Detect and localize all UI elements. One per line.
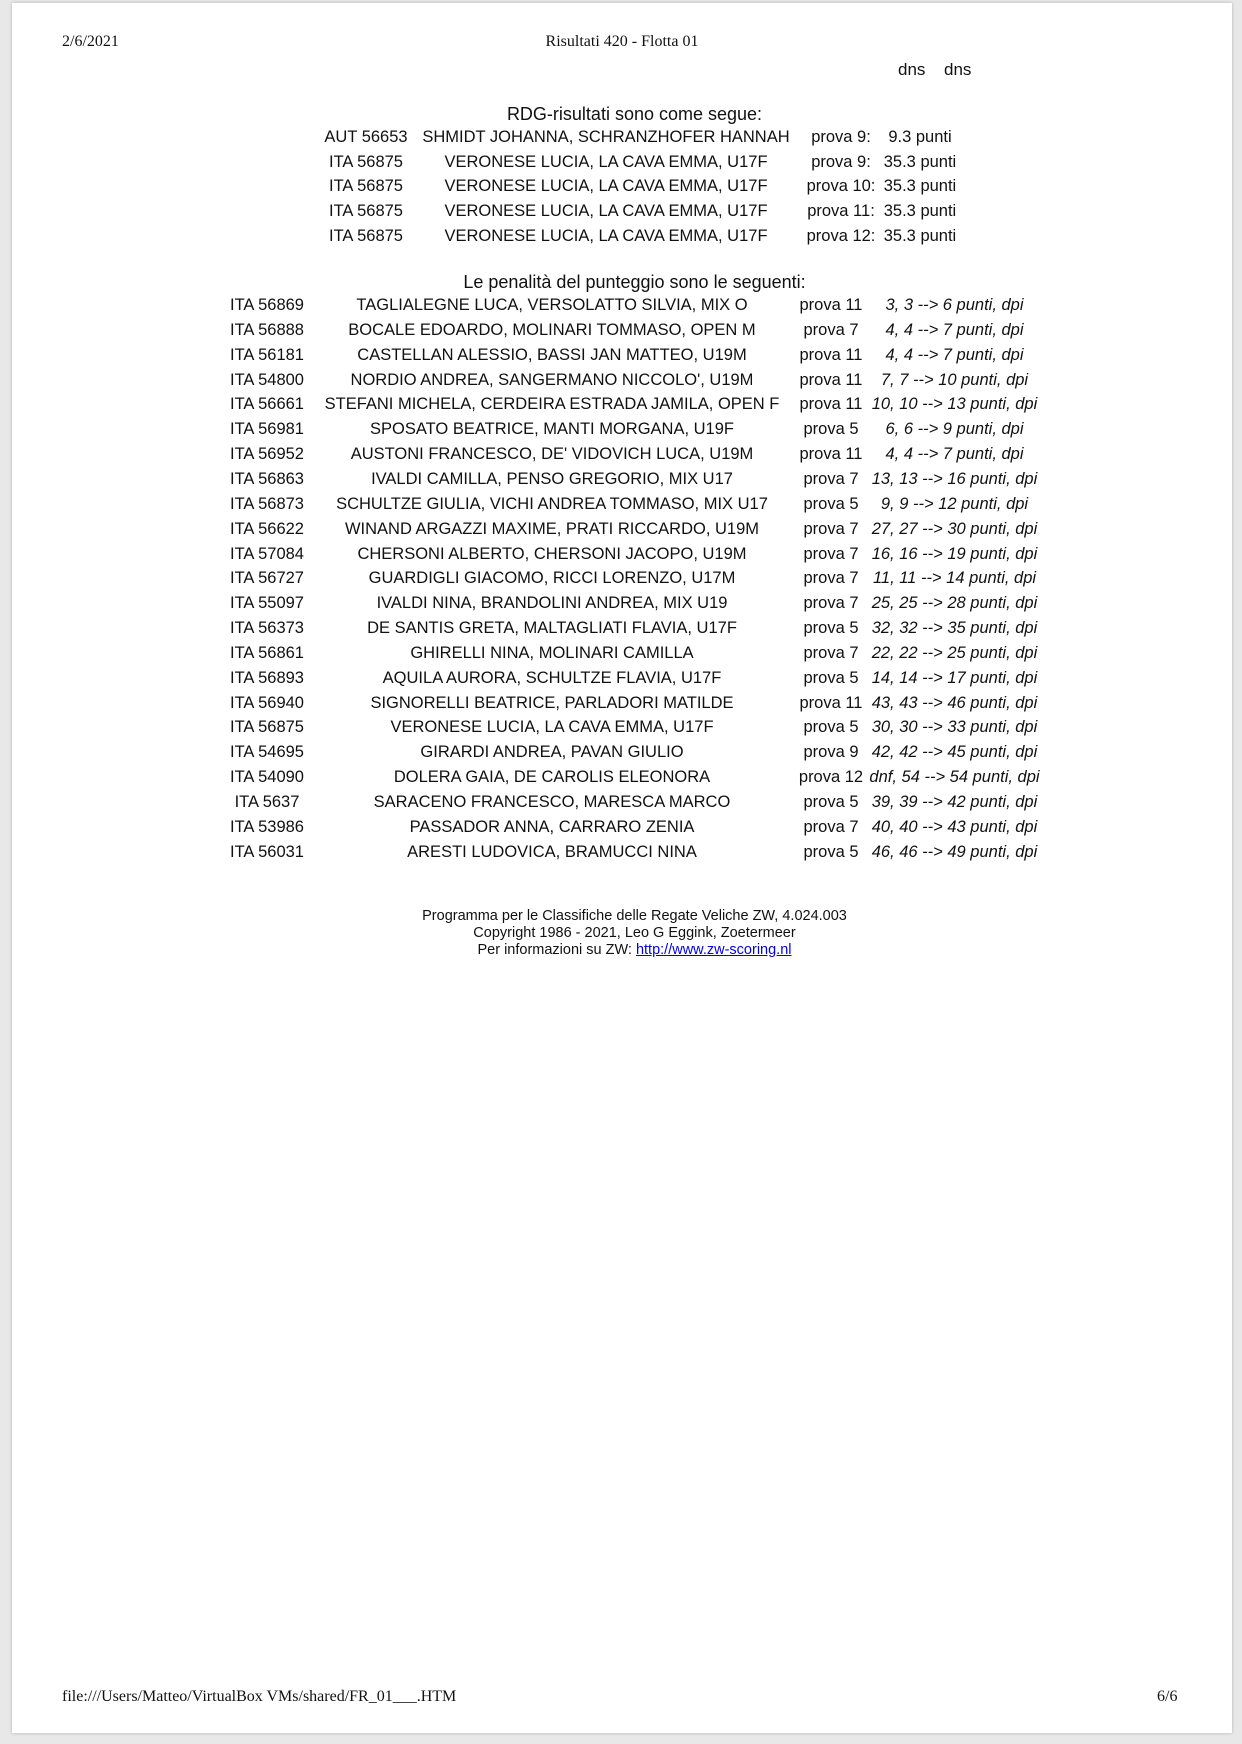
file-path: file:///Users/Matteo/VirtualBox VMs/shared/FR_01___.HTM	[62, 1688, 457, 1705]
table-row	[12, 843, 1232, 867]
dns-label: dns	[944, 60, 972, 79]
table-row	[12, 470, 1232, 494]
crew-names: TAGLIALEGNE LUCA, VERSOLATTO SILVIA, MIX O	[356, 296, 748, 314]
race-label: prova 9:	[811, 152, 871, 171]
race-label: prova 5	[803, 420, 859, 439]
penalty-detail: 9, 9 --> 12 punti, dpi	[880, 494, 1029, 513]
race-label: prova 7	[803, 643, 859, 662]
sail-number: ITA 56875	[229, 718, 304, 737]
sail-number: ITA 56875	[328, 226, 403, 245]
penalty-detail: 32, 32 --> 35 punti, dpi	[871, 619, 1038, 638]
crew-names: SIGNORELLI BEATRICE, PARLADORI MATILDE	[370, 693, 734, 712]
crew-names: BOCALE EDOARDO, MOLINARI TOMMASO, OPEN M	[348, 320, 756, 339]
race-label: prova 7	[803, 817, 859, 836]
penalty-detail: dnf, 54 --> 54 punti, dpi	[869, 768, 1040, 787]
penalty-detail: 25, 25 --> 28 punti, dpi	[871, 594, 1038, 613]
table-row	[12, 420, 1232, 444]
printed-page	[12, 3, 1232, 1733]
page-number: 6/6	[1157, 1688, 1178, 1705]
crew-names: PASSADOR ANNA, CARRARO ZENIA	[409, 817, 695, 836]
crew-names: VERONESE LUCIA, LA CAVA EMMA, U17F	[444, 177, 768, 196]
sail-number: AUT 56653	[324, 128, 408, 146]
points-value: 9.3 punti	[888, 128, 952, 146]
points-value: 35.3 punti	[883, 177, 957, 196]
crew-names: CHERSONI ALBERTO, CHERSONI JACOPO, U19M	[357, 544, 747, 563]
penalty-detail: 11, 11 --> 14 punti, dpi	[872, 569, 1037, 588]
race-label: prova 7	[803, 569, 859, 588]
race-label: prova 11:	[807, 202, 875, 221]
race-label: prova 5	[803, 842, 859, 861]
points-value: 35.3 punti	[883, 226, 957, 245]
crew-names: NORDIO ANDREA, SANGERMANO NICCOLO', U19M	[350, 370, 754, 389]
penalty-detail: 40, 40 --> 43 punti, dpi	[871, 817, 1038, 836]
race-label: prova 7	[803, 519, 859, 538]
footer-info	[12, 942, 1242, 959]
sail-number: ITA 56940	[229, 693, 304, 712]
table-row	[12, 793, 1232, 817]
race-label: prova 5	[803, 494, 859, 513]
table-row	[12, 768, 1232, 792]
sail-number: ITA 56661	[229, 395, 304, 414]
table-row	[12, 545, 1232, 569]
table-row	[12, 594, 1232, 618]
crew-names: VERONESE LUCIA, LA CAVA EMMA, U17F	[444, 202, 768, 221]
crew-names: SCHULTZE GIULIA, VICHI ANDREA TOMMASO, MIX U17	[336, 494, 768, 513]
crew-names: CASTELLAN ALESSIO, BASSI JAN MATTEO, U19M	[357, 345, 747, 364]
sail-number: ITA 56875	[328, 202, 403, 221]
race-label: prova 11	[799, 370, 863, 389]
crew-names: VERONESE LUCIA, LA CAVA EMMA, U17F	[390, 718, 714, 737]
sail-number: ITA 56727	[229, 569, 304, 588]
race-label: prova 11	[799, 693, 863, 712]
table-row	[12, 321, 1232, 345]
table-row	[12, 818, 1232, 842]
footer-program: Programma per le Classifiche delle Regate Veliche ZW, 4.024.003	[422, 908, 847, 924]
crew-names: IVALDI CAMILLA, PENSO GREGORIO, MIX U17	[371, 469, 733, 488]
sail-number: ITA 53986	[229, 817, 304, 836]
table-row	[12, 495, 1232, 519]
table-row	[12, 569, 1232, 593]
crew-names: GUARDIGLI GIACOMO, RICCI LORENZO, U17M	[368, 569, 736, 588]
sail-number: ITA 56873	[229, 494, 304, 513]
penalty-detail: 4, 4 --> 7 punti, dpi	[885, 445, 1024, 464]
crew-names: DE SANTIS GRETA, MALTAGLIATI FLAVIA, U17F	[367, 619, 737, 638]
penalty-detail: 22, 22 --> 25 punti, dpi	[871, 643, 1038, 662]
race-label: prova 5	[803, 718, 859, 737]
penalty-detail: 4, 4 --> 7 punti, dpi	[885, 320, 1024, 339]
crew-names: SPOSATO BEATRICE, MANTI MORGANA, U19F	[370, 420, 734, 439]
sail-number: ITA 56875	[328, 177, 403, 196]
rdg-section-title: RDG-risultati sono come segue:	[506, 104, 763, 124]
penalty-detail: 13, 13 --> 16 punti, dpi	[871, 469, 1038, 488]
crew-names: VERONESE LUCIA, LA CAVA EMMA, U17F	[444, 226, 768, 245]
crew-names: GHIRELLI NINA, MOLINARI CAMILLA	[410, 643, 694, 662]
penalties-section-title: Le penalità del punteggio sono le seguenti:	[463, 272, 806, 292]
crew-names: DOLERA GAIA, DE CAROLIS ELEONORA	[393, 768, 711, 787]
penalty-detail: 46, 46 --> 49 punti, dpi	[871, 842, 1038, 861]
sail-number: ITA 5637	[234, 793, 300, 811]
sail-number: ITA 56893	[229, 668, 304, 687]
penalty-detail: 14, 14 --> 17 punti, dpi	[871, 668, 1038, 687]
race-label: prova 12:	[806, 226, 876, 245]
sail-number: ITA 56622	[229, 519, 304, 538]
race-label: prova 10:	[806, 177, 876, 196]
table-row	[12, 694, 1232, 718]
race-label: prova 7	[803, 469, 859, 488]
table-row	[12, 128, 1232, 152]
penalty-detail: 6, 6 --> 9 punti, dpi	[885, 420, 1024, 439]
penalty-detail: 7, 7 --> 10 punti, dpi	[880, 370, 1029, 389]
crew-names: ARESTI LUDOVICA, BRAMUCCI NINA	[407, 842, 697, 861]
race-label: prova 9	[803, 743, 859, 762]
crew-names: STEFANI MICHELA, CERDEIRA ESTRADA JAMILA, OPEN F	[324, 395, 780, 414]
sail-number: ITA 56869	[229, 296, 304, 314]
table-row	[12, 520, 1232, 544]
penalty-detail: 10, 10 --> 13 punti, dpi	[871, 395, 1038, 414]
sail-number: ITA 54695	[229, 743, 304, 762]
points-value: 35.3 punti	[883, 202, 957, 221]
penalty-detail: 16, 16 --> 19 punti, dpi	[871, 544, 1038, 563]
table-row	[12, 346, 1232, 370]
sail-number: ITA 54800	[229, 370, 304, 389]
race-label: prova 9:	[811, 128, 871, 146]
race-label: prova 7	[803, 320, 859, 339]
sail-number: ITA 56981	[229, 420, 304, 439]
table-row	[12, 619, 1232, 643]
sail-number: ITA 56888	[229, 320, 304, 339]
points-value: 35.3 punti	[883, 152, 957, 171]
footer-info-label: Per informazioni su ZW:	[477, 942, 636, 958]
table-row	[12, 395, 1232, 419]
print-date: 2/6/2021	[62, 33, 119, 50]
table-row	[12, 202, 1232, 226]
race-label: prova 11	[799, 395, 863, 414]
penalty-detail: 39, 39 --> 42 punti, dpi	[871, 793, 1038, 811]
zw-scoring-link[interactable]: http://www.zw-scoring.nl	[635, 942, 792, 958]
penalty-detail: 30, 30 --> 33 punti, dpi	[871, 718, 1038, 737]
race-label: prova 5	[803, 619, 859, 638]
race-label: prova 11	[799, 345, 863, 364]
sail-number: ITA 56861	[229, 643, 304, 662]
dns-label: dns	[898, 60, 926, 79]
sail-number: ITA 56181	[229, 345, 304, 364]
crew-names: AQUILA AURORA, SCHULTZE FLAVIA, U17F	[382, 668, 722, 687]
penalty-detail: 43, 43 --> 46 punti, dpi	[871, 693, 1038, 712]
table-row	[12, 669, 1232, 693]
crew-names: AUSTONI FRANCESCO, DE' VIDOVICH LUCA, U19M	[350, 445, 754, 464]
sail-number: ITA 56373	[229, 619, 304, 638]
table-row	[12, 177, 1232, 201]
crew-names: GIRARDI ANDREA, PAVAN GIULIO	[420, 743, 684, 762]
race-label: prova 7	[803, 544, 859, 563]
table-row	[12, 371, 1232, 395]
table-row	[12, 227, 1232, 251]
sail-number: ITA 56875	[328, 152, 403, 171]
table-row	[12, 644, 1232, 668]
sail-number: ITA 56031	[229, 842, 304, 861]
table-row	[12, 296, 1232, 320]
race-label: prova 5	[803, 793, 859, 811]
sail-number: ITA 56952	[229, 445, 304, 464]
sail-number: ITA 57084	[229, 544, 304, 563]
race-label: prova 7	[803, 594, 859, 613]
crew-names: VERONESE LUCIA, LA CAVA EMMA, U17F	[444, 152, 768, 171]
table-row	[12, 718, 1232, 742]
race-label: prova 11	[799, 296, 863, 314]
table-row	[12, 153, 1232, 177]
footer-copyright: Copyright 1986 - 2021, Leo G Eggink, Zoetermeer	[473, 925, 796, 941]
sail-number: ITA 56863	[229, 469, 304, 488]
crew-names: IVALDI NINA, BRANDOLINI ANDREA, MIX U19	[376, 594, 728, 613]
penalty-detail: 42, 42 --> 45 punti, dpi	[871, 743, 1038, 762]
table-row	[12, 743, 1232, 767]
penalty-detail: 4, 4 --> 7 punti, dpi	[885, 345, 1024, 364]
penalty-detail: 27, 27 --> 30 punti, dpi	[871, 519, 1038, 538]
crew-names: SHMIDT JOHANNA, SCHRANZHOFER HANNAH	[422, 128, 790, 146]
page-title: Risultati 420 - Flotta 01	[545, 33, 699, 50]
race-label: prova 11	[799, 445, 863, 464]
race-label: prova 5	[803, 668, 859, 687]
penalty-detail: 3, 3 --> 6 punti, dpi	[885, 296, 1024, 314]
crew-names: WINAND ARGAZZI MAXIME, PRATI RICCARDO, U19M	[344, 519, 760, 538]
table-row	[12, 445, 1232, 469]
race-label: prova 12	[798, 768, 864, 787]
crew-names: SARACENO FRANCESCO, MARESCA MARCO	[373, 793, 731, 811]
sail-number: ITA 54090	[229, 768, 304, 787]
sail-number: ITA 55097	[229, 594, 304, 613]
